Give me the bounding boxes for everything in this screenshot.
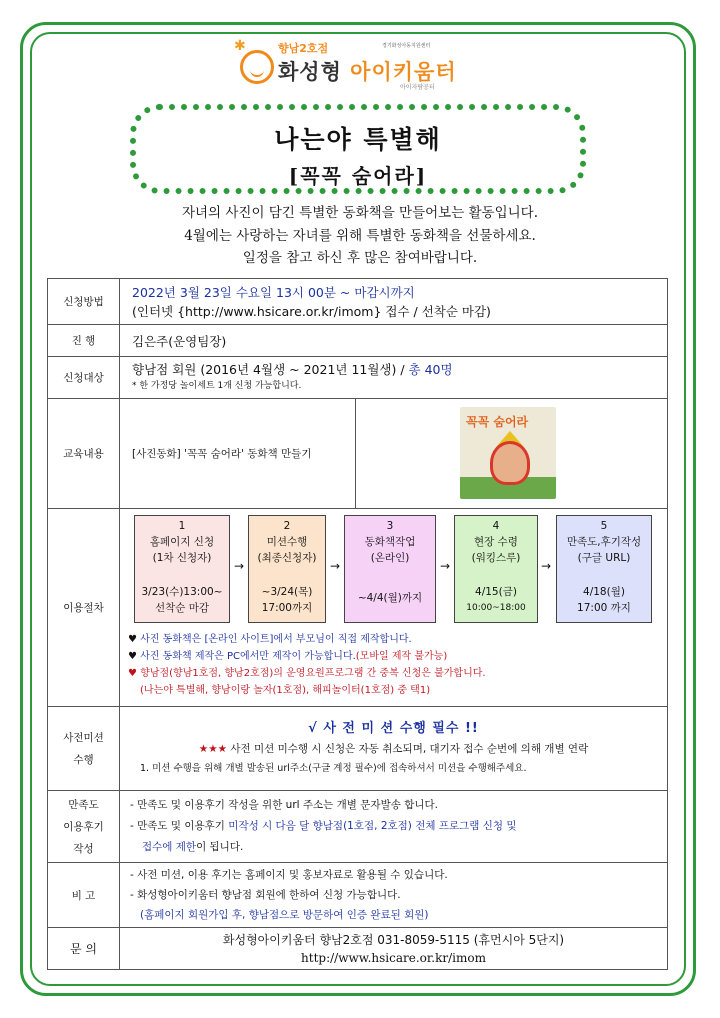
arrow-icon: → [440, 559, 451, 573]
review-line-2a: - 만족도 및 이용후기 [130, 820, 229, 832]
step-sub: (워킹스루) [471, 552, 521, 564]
page-subtitle: [꼭꼭 숨어라] [288, 164, 428, 188]
step-date: ~3/24(목) [261, 586, 313, 598]
method-url: (인터넷 {http://www.hsicare.or.kr/imom} 접수 / 선착순 마감) [132, 303, 491, 319]
sun-face-icon [240, 50, 274, 84]
review-line-2b: 미작성 시 다음 달 향남점(1호점, 2호점) 전체 프로그램 신청 및 [228, 820, 517, 832]
label-target: 신청대상 [48, 357, 120, 399]
remark-line-2: - 화성형아이키움터 향남점 회원에 한하여 신청 가능합니다. [130, 889, 401, 901]
label-mission-a: 사전미션 [63, 731, 104, 744]
remark-line-3: (홈페이지 회원가입 후, 향남점으로 방문하여 인증 완료된 회원) [140, 909, 429, 921]
book-title: 꼭꼭 숨어라 [466, 415, 529, 429]
label-procedure: 이용절차 [48, 509, 120, 707]
step-date: 3/23(수)13:00~ [141, 586, 223, 598]
note-3: 향남점(향남1호점, 향남2호점)의 운영요원프로그램 간 중복 신청은 불가합니다. [140, 668, 486, 679]
step-3 [344, 515, 436, 623]
step-2 [248, 515, 326, 623]
step-number: 1 [178, 520, 186, 532]
logo-name-b: 아이키움터 [350, 60, 457, 84]
step-time: 17:00 까지 [577, 602, 631, 614]
target-value: 향남점 회원 (2016년 4월생 ~ 2021년 11월생) / [132, 361, 409, 377]
logo-branch: 향남2호점 [278, 42, 329, 55]
step-sub: (1차 신청자) [152, 552, 212, 564]
step-title: 만족도,후기작성 [566, 536, 642, 548]
row-progress [48, 325, 668, 357]
row-procedure [48, 509, 668, 707]
row-target [48, 357, 668, 399]
logo-sub: 아이자람공터 [400, 84, 435, 91]
mission-line-1: 사전 미션 미수행 시 신청은 자동 취소되며, 대기자 접수 순번에 의해 개별 연락 [227, 742, 589, 755]
step-title: 홈페이지 신청 [149, 536, 215, 548]
procedure-notes [120, 621, 667, 699]
arrow-icon: → [330, 559, 341, 573]
note-3-extra: (나는야 특별해, 향남이랑 놀자(1호점), 해피놀이터(1호점) 중 택1) [140, 685, 431, 696]
star-icon: ✱ [234, 38, 246, 54]
note-2-em: (모바일 제작 불가능) [355, 651, 448, 662]
heart-icon: ♥ [128, 668, 137, 679]
progress-value: 김은주(운영팀장) [120, 325, 668, 357]
label-review-a: 만족도 [68, 798, 99, 811]
inquiry-url[interactable]: http://www.hsicare.or.kr/imom [301, 950, 486, 965]
logo-org: 경기화성아동지원센터 [382, 43, 431, 49]
step-number: 5 [600, 520, 608, 532]
title-box [130, 104, 586, 194]
label-progress: 진 행 [48, 325, 120, 357]
stars-icon: ★★★ [198, 742, 228, 755]
step-number: 4 [492, 520, 500, 532]
book-cover-image [460, 407, 556, 499]
inquiry-line-1: 화성형아이키움터 향남2호점 031-8059-5115 (휴먼시아 5단지) [222, 932, 565, 947]
arrow-icon: → [234, 559, 245, 573]
step-time: 10:00~18:00 [466, 603, 526, 613]
mission-headline: √ 사 전 미 션 수행 필수 !! [308, 720, 479, 736]
row-method [48, 279, 668, 325]
review-line-3a: 접수에 제한 [142, 841, 197, 853]
target-note: * 한 가정당 놀이세트 1개 신청 가능합니다. [132, 380, 302, 391]
book-child-face [490, 441, 530, 485]
intro-line: 4월에는 사랑하는 자녀를 위해 특별한 동화책을 선물하세요. [184, 227, 536, 244]
procedure-steps [120, 509, 667, 621]
label-mission-b: 수행 [73, 753, 94, 766]
intro-text [60, 202, 660, 270]
step-time: 선착순 마감 [154, 602, 210, 614]
step-sub: (최종신청자) [257, 552, 317, 564]
review-line-3b: 이 됩니다. [196, 841, 244, 853]
row-mission [48, 707, 668, 791]
step-title: 미션수행 [266, 536, 308, 548]
intro-line: 일정을 참고 하신 후 많은 참여바랍니다. [242, 250, 478, 266]
logo-name-a: 화성형 [278, 60, 342, 84]
row-content [48, 399, 668, 509]
info-table [47, 278, 668, 970]
label-content: 교육내용 [48, 399, 120, 509]
page-title: 나는야 특별해 [274, 125, 442, 154]
step-sub: (구글 URL) [577, 552, 631, 564]
step-date: ~4/4(월)까지 [357, 592, 423, 604]
step-date: 4/15(금) [475, 586, 517, 598]
step-title: 동화책작업 [364, 536, 416, 548]
label-inquiry: 문 의 [48, 928, 120, 970]
target-count: 총 40명 [408, 361, 453, 377]
review-line-1: - 만족도 및 이용후기 작성을 위한 url 주소는 개별 문자발송 합니다. [130, 799, 438, 811]
content-value: [사진동화] '꼭꼭 숨어라' 동화책 만들기 [120, 399, 356, 509]
heart-icon: ♥ [128, 651, 137, 662]
step-5 [556, 515, 652, 623]
method-date: 2022년 3월 23일 수요일 13시 00분 ~ 마감시까지 [132, 284, 415, 300]
remark-line-1: - 사전 미션, 이용 후기는 홈페이지 및 홍보자료로 활용될 수 있습니다. [130, 869, 448, 881]
heart-icon: ♥ [128, 634, 137, 645]
step-4 [454, 515, 538, 623]
row-review [48, 791, 668, 863]
mission-line-2: 1. 미션 수행을 위해 개별 발송된 url주소(구글 계정 필수)에 접속하셔서 미션을 수행해주세요. [140, 762, 527, 774]
row-inquiry [48, 928, 668, 970]
step-1 [134, 515, 230, 623]
row-remark [48, 863, 668, 928]
label-review-b: 이용후기 [63, 820, 104, 833]
step-number: 3 [386, 520, 394, 532]
arrow-icon: → [541, 559, 552, 573]
label-remark: 비 고 [48, 863, 120, 928]
step-date: 4/18(월) [583, 586, 625, 598]
logo [230, 36, 490, 96]
label-review-c: 작성 [73, 842, 94, 855]
step-sub: (온라인) [370, 552, 410, 564]
note-2: 사진 동화책 제작은 PC에서만 제작이 가능합니다. [140, 651, 356, 662]
label-method: 신청방법 [48, 279, 120, 325]
intro-line: 자녀의 사진이 담긴 특별한 동화책을 만들어보는 활동입니다. [181, 205, 539, 221]
note-1: 사진 동화책은 [온라인 사이트]에서 부모님이 직접 제작합니다. [140, 634, 412, 645]
step-title: 현장 수령 [474, 536, 518, 548]
step-time: 17:00까지 [261, 602, 313, 614]
step-number: 2 [283, 520, 291, 532]
